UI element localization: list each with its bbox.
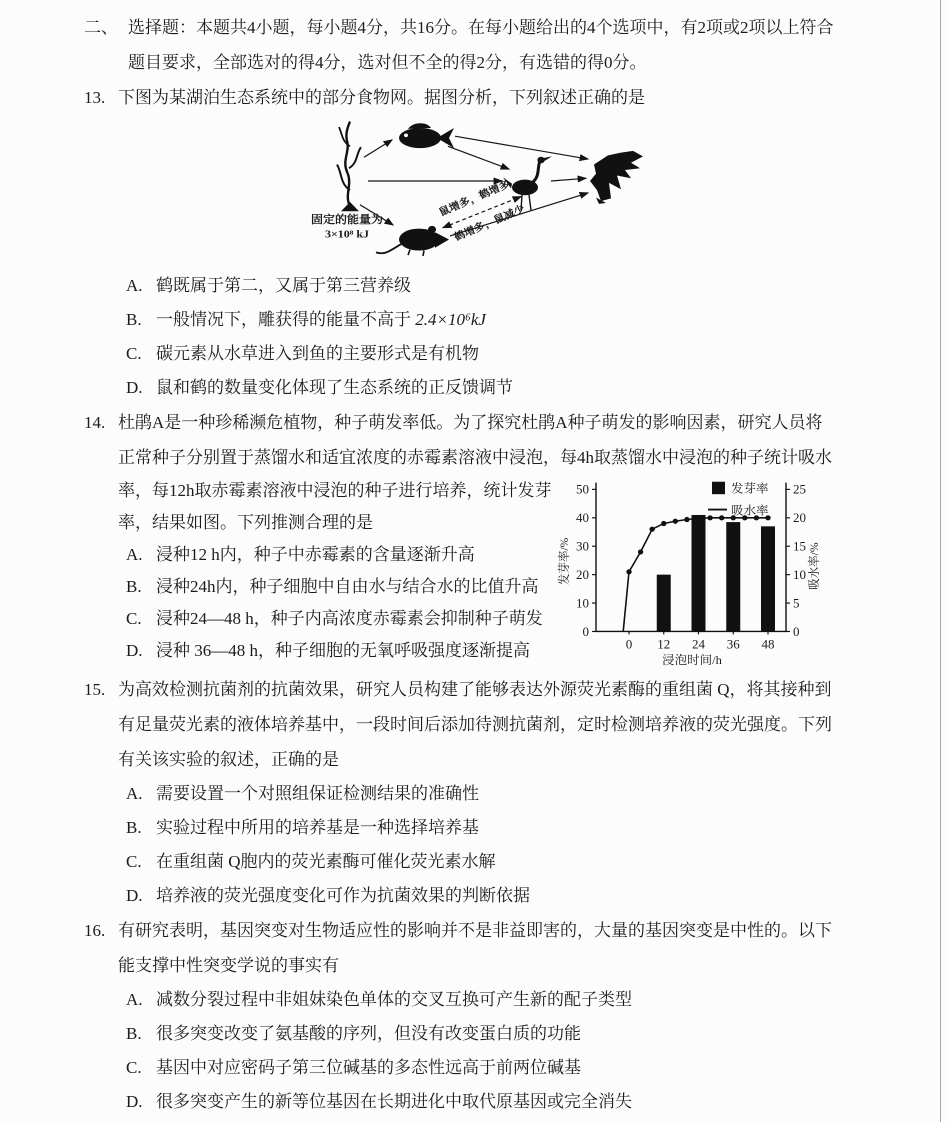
q14-number: 14. bbox=[84, 413, 106, 432]
germination-chart bbox=[556, 475, 904, 672]
energy-label-line1: 固定的能量为 bbox=[311, 214, 383, 226]
q13-number: 13. bbox=[84, 88, 106, 107]
chart-label: 10 bbox=[576, 596, 589, 611]
fish-icon bbox=[399, 123, 454, 148]
q15-stem-line3: 有关该实验的叙述，正确的是 bbox=[118, 750, 339, 769]
chart-label: 0 bbox=[793, 625, 800, 639]
question-14 bbox=[84, 405, 904, 672]
chart-line-point bbox=[719, 515, 724, 520]
chart-label: 0 bbox=[582, 625, 589, 639]
chart-label: 吸水率 bbox=[731, 503, 769, 518]
chart-label: 50 bbox=[576, 482, 589, 497]
q13-option-c: C. 碳元素从水草进入到鱼的主要形式是有机物 bbox=[126, 344, 479, 363]
germination-chart-svg bbox=[556, 475, 904, 667]
q16-stem-line2: 能支撑中性突变学说的事实有 bbox=[118, 956, 339, 975]
chart-line-point bbox=[649, 527, 654, 532]
q16-option-d: D. 很多突变产生的新等位基因在长期进化中取代原基因或完全消失 bbox=[126, 1092, 632, 1111]
mouse-icon bbox=[376, 226, 449, 256]
chart-label: 20 bbox=[576, 568, 589, 582]
q16-stem-line1: 16. 有研究表明，基因突变对生物适应性的影响并不是非益即害的，大量的基因突变是中性的。以下 bbox=[118, 913, 904, 948]
relation-label-bottom: 鹤增多，鼠减少 bbox=[452, 204, 528, 244]
arrow-fish-to-eagle bbox=[455, 136, 588, 159]
chart-line-point bbox=[638, 549, 643, 554]
section-marker: 二、 bbox=[84, 18, 118, 37]
arrow-plant-to-fish bbox=[364, 140, 392, 157]
question-15 bbox=[84, 672, 904, 913]
chart-label: 24 bbox=[692, 637, 705, 652]
q13-option-a: A. 鹤既属于第二，又属于第三营养级 bbox=[126, 276, 411, 295]
legend-bar-swatch bbox=[712, 482, 725, 494]
chart-label: 5 bbox=[793, 596, 800, 611]
chart-label: 发芽率 bbox=[731, 481, 769, 496]
relation-label-top: 鼠增多，鹤增多 bbox=[437, 179, 513, 219]
chart-line-point bbox=[707, 515, 712, 520]
section-header-text1: 选择题：本题共4小题，每小题4分，共16分。在每小题给出的4个选项中，有2项或2项以上符合 bbox=[128, 18, 834, 37]
q15-number: 15. bbox=[84, 680, 106, 699]
chart-bar bbox=[657, 575, 671, 632]
q13-stem-text: 下图为某湖泊生态系统中的部分食物网。据图分析，下列叙述正确的是 bbox=[118, 88, 645, 107]
chart-label: 10 bbox=[793, 568, 806, 582]
arrow-fish-to-crane bbox=[448, 146, 509, 169]
q15-option-c: C. 在重组菌 Q胞内的荧光素酶可催化荧光素水解 bbox=[126, 852, 496, 871]
q13-stem bbox=[84, 80, 904, 115]
q14-stem-line3: 率，每12h取赤霉素溶液中浸泡的种子进行培养，统计发芽 bbox=[118, 481, 552, 500]
q15-option-d: D. 培养液的荧光强度变化可作为抗菌效果的判断依据 bbox=[126, 886, 530, 905]
chart-bar bbox=[726, 522, 740, 631]
q13-option-d: D. 鼠和鹤的数量变化体现了生态系统的正反馈调节 bbox=[126, 378, 513, 397]
foodweb-arrows bbox=[360, 136, 588, 236]
chart-label: 30 bbox=[576, 539, 589, 554]
energy-label-line2: 3×10⁸ kJ bbox=[324, 229, 370, 241]
section-header bbox=[84, 10, 904, 80]
chart-label: 40 bbox=[576, 511, 589, 526]
section-header-line2 bbox=[84, 45, 904, 80]
foodweb-svg bbox=[290, 117, 690, 267]
chart-label: 吸水率/% bbox=[807, 542, 822, 590]
energy-formula: 2.4×10⁶kJ bbox=[415, 310, 486, 329]
chart-label: 48 bbox=[761, 637, 775, 652]
q14-option-b: B. 浸种24h内，种子细胞中自由水与结合水的比值升高 bbox=[126, 577, 539, 596]
section-header-text2: 题目要求，全部选对的得4分，选对但不全的得2分，有选错的得0分。 bbox=[128, 53, 647, 72]
chart-label: 0 bbox=[625, 637, 633, 652]
chart-label: 12 bbox=[657, 637, 671, 652]
chart-label: 25 bbox=[793, 482, 806, 497]
crane-icon bbox=[503, 156, 552, 210]
chart-line-point bbox=[661, 521, 666, 526]
q14-stem-line1: 14. 杜鹃A是一种珍稀濒危植物，种子萌发率低。为了探究杜鹃A种子萌发的影响因素，研究人员将 bbox=[118, 405, 904, 440]
chart-line-point bbox=[673, 519, 678, 524]
chart-label: 15 bbox=[793, 539, 806, 554]
q16-option-b: B. 很多突变改变了氨基酸的序列，但没有改变蛋白质的功能 bbox=[126, 1024, 581, 1043]
question-13 bbox=[84, 80, 904, 405]
q16-option-a: A. 减数分裂过程中非姐妹染色单体的交叉互换可产生新的配子类型 bbox=[126, 990, 632, 1009]
eagle-icon bbox=[590, 151, 643, 204]
chart-bar bbox=[692, 515, 706, 632]
q15-option-a: A. 需要设置一个对照组保证检测结果的准确性 bbox=[126, 784, 479, 803]
water-plant-icon bbox=[337, 122, 361, 212]
chart-line-point bbox=[696, 516, 701, 521]
arrow-crane-to-eagle bbox=[551, 178, 586, 181]
q14-option-a: A. 浸种12 h内，种子中赤霉素的含量逐渐升高 bbox=[126, 545, 475, 564]
chart-label: 浸泡时间/h bbox=[662, 653, 722, 667]
question-16 bbox=[84, 913, 904, 1119]
q14-stem-line4: 率，结果如图。下列推测合理的是 bbox=[118, 513, 373, 532]
q16-number: 16. bbox=[84, 921, 106, 940]
scan-edge-line bbox=[940, 0, 941, 1122]
q14-left-column bbox=[118, 475, 556, 672]
q14-stem-line2: 正常种子分别置于蒸馏水和适宜浓度的赤霉素溶液中浸泡，每4h取蒸馏水中浸泡的种子统计吸水 bbox=[118, 448, 832, 467]
section-header-line1 bbox=[84, 10, 904, 45]
chart-line-point bbox=[626, 569, 631, 574]
q14-option-c: C. 浸种24—48 h，种子内高浓度赤霉素会抑制种子萌发 bbox=[126, 609, 543, 628]
chart-label: 36 bbox=[726, 637, 740, 652]
q14-option-d: D. 浸种 36—48 h，种子细胞的无氧呼吸强度逐渐提高 bbox=[126, 641, 530, 660]
chart-bar bbox=[761, 526, 775, 631]
chart-label: 20 bbox=[793, 511, 806, 526]
q13-option-b: B. 一般情况下，雕获得的能量不高于 2.4×10⁶kJ bbox=[126, 310, 486, 329]
q16-option-c: C. 基因中对应密码子第三位碱基的多态性远高于前两位碱基 bbox=[126, 1058, 581, 1077]
chart-label: 发芽率/% bbox=[557, 537, 572, 586]
q15-option-b: B. 实验过程中所用的培养基是一种选择培养基 bbox=[126, 818, 479, 837]
q15-stem-line2: 有足量荧光素的液体培养基中，一段时间后添加待测抗菌剂，定时检测培养液的荧光强度。下列 bbox=[118, 715, 832, 734]
q15-stem-line1: 15. 为高效检测抗菌剂的抗菌效果，研究人员构建了能够表达外源荧光素酶的重组菌 Q，将其接种到 bbox=[118, 672, 904, 707]
foodweb-diagram bbox=[290, 117, 690, 267]
chart-line-point bbox=[684, 517, 689, 522]
